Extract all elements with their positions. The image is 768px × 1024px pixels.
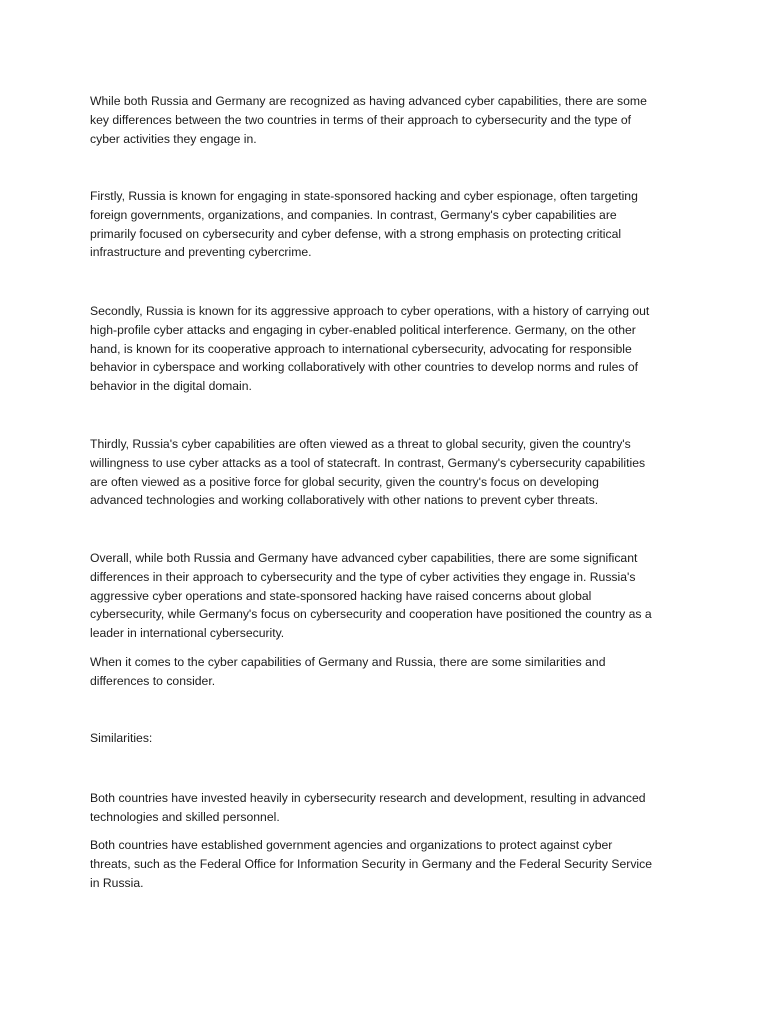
- paragraph-overall: Overall, while both Russia and Germany have advanced cyber capabilities, there are some significant differences in their approach to cybersecurity and the type of cyber activities they engage in. Russia's aggressive cyber operations and state-sponsored hacking have raised concerns about global cybersecurity, while Germany's focus on cybersecurity and cooperation have positioned the country as a leader in international cybersecurity.: [90, 551, 652, 641]
- paragraph-thirdly: Thirdly, Russia's cyber capabilities are often viewed as a threat to global security, given the country's willingness to use cyber attacks as a tool of statecraft. In contrast, Germany's cybersecurity capabilities are often viewed as a positive force for global security, given the country's focus on developing advanced technologies and working collaboratively with other nations to prevent cyber threats.: [90, 437, 646, 508]
- similarities-heading: Similarities:: [90, 731, 153, 745]
- paragraph-secondly: Secondly, Russia is known for its aggressive approach to cyber operations, with a history of carrying out high-profile cyber attacks and engaging in cyber-enabled political interference. Germany, on the other hand, is known for its cooperative approach to international cybersecurity, advocating for responsible behavior in cyberspace and working collaboratively with other countries to develop norms and rules of behavior in the digital domain.: [90, 304, 650, 394]
- paragraph-intro: While both Russia and Germany are recognized as having advanced cyber capabilities, there are some key differences between the two countries in terms of their approach to cybersecurity and the type of cyber activities they engage in.: [90, 94, 647, 146]
- paragraph-similarity-research: Both countries have invested heavily in cybersecurity research and development, resulting in advanced technologies and skilled personnel.: [90, 791, 646, 824]
- paragraph-firstly: Firstly, Russia is known for engaging in state-sponsored hacking and cyber espionage, often targeting foreign governments, organizations, and companies. In contrast, Germany's cyber capabilities are primarily focused on cybersecurity and cyber defense, with a strong emphasis on protecting critical infrastructure and preventing cybercrime.: [90, 189, 638, 260]
- paragraph-similarity-agencies: Both countries have established government agencies and organizations to protect against cyber threats, such as the Federal Office for Information Security in Germany and the Federal Security Service in Russia.: [90, 838, 653, 890]
- paragraph-comparison-intro: When it comes to the cyber capabilities of Germany and Russia, there are some similarities and differences to consider.: [90, 655, 606, 688]
